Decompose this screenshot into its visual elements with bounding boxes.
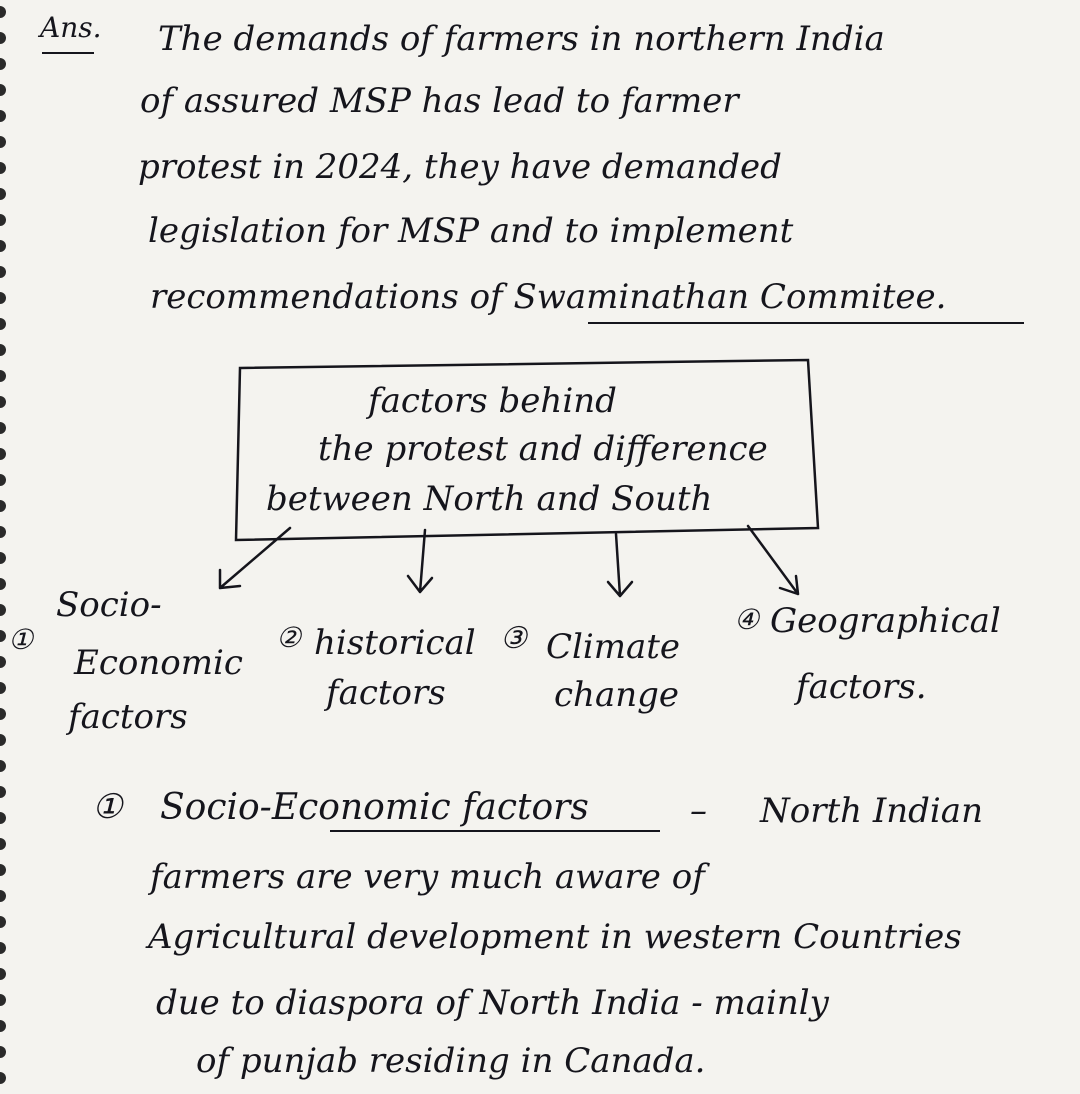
factor-historical-line: factors [326,673,446,713]
box-line: factors behind [368,381,617,421]
factor-number: ① [8,623,34,656]
intro-line: recommendations of Swaminathan Commitee. [150,277,947,317]
section-line: North Indian [760,791,983,831]
intro-line: The demands of farmers in northern India [158,19,885,59]
section-dash: – [690,791,707,831]
box-line: between North and South [266,479,713,519]
factor-number: ④ [734,603,760,636]
factor-socio-line: factors [68,697,188,737]
box-line: the protest and difference [318,429,768,469]
section-line: of punjab residing in Canada. [196,1041,706,1081]
intro-line: protest in 2024, they have demanded [138,147,782,187]
arrow-socio-economic [220,528,290,588]
intro-line: legislation for MSP and to implement [148,211,794,251]
section-line: due to diaspora of North India - mainly [156,983,829,1023]
intro-line: of assured MSP has lead to farmer [140,81,739,121]
factor-geographical-line: factors. [796,667,927,707]
section-heading-underline [330,830,660,832]
section-number: ① [92,787,123,827]
factor-number: ③ [500,621,527,656]
factor-historical-line: historical [314,623,476,663]
arrow-climate [608,534,632,596]
section-line: Agricultural development in western Countries [148,917,962,957]
factor-geographical-line: Geographical [770,601,1001,641]
answer-marker: Ans. [40,11,102,44]
factor-socio-line: Socio- [56,585,162,625]
factor-climate-line: change [554,675,679,715]
arrow-geographical [748,526,798,594]
section-heading: Socio-Economic factors [160,787,589,828]
factor-socio-line: Economic [74,643,243,683]
arrow-historical [408,530,432,592]
factor-number: ② [276,621,302,654]
section-line: farmers are very much aware of [150,857,705,897]
factor-climate-line: Climate [546,627,681,667]
